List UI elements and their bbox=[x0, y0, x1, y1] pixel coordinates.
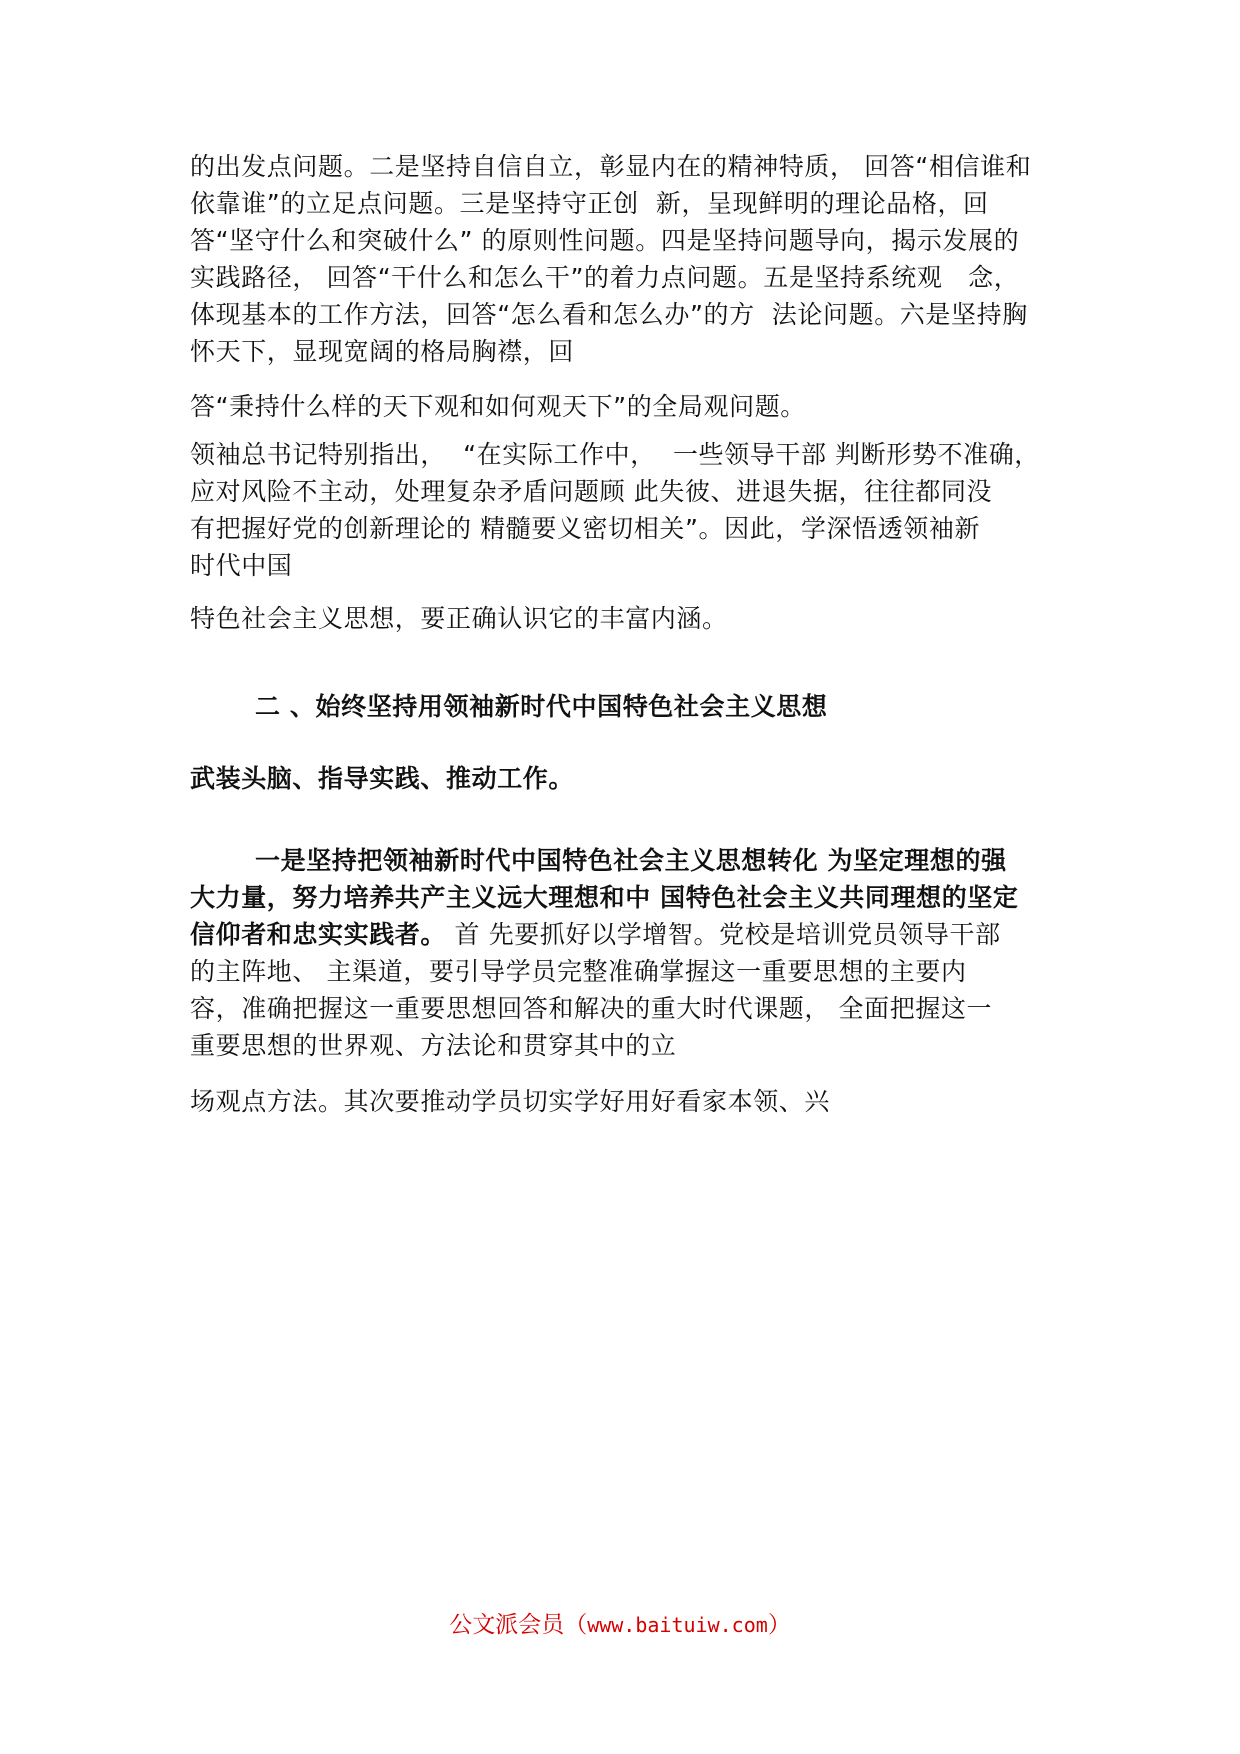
paragraph-line: 时代中国 bbox=[190, 551, 293, 580]
plain-continuation: 首 先要抓好以学增智。党校是培训党员领导干部 bbox=[446, 920, 1001, 949]
paragraph-line: 体现基本的工作方法，回答“怎么看和怎么办”的方 法论问题。六是坚持胸 bbox=[190, 300, 1028, 329]
paragraph-line: 应对风险不主动，处理复杂矛盾问题顾 此失彼、进退失据，往往都同没 bbox=[190, 477, 993, 506]
paragraph-line: 依靠谁”的立足点问题。三是坚持守正创 新，呈现鲜明的理论品格，回 bbox=[190, 189, 989, 218]
bold-lead-text: 信仰者和忠实实践者。 bbox=[190, 920, 447, 949]
footer-paren-open: （ bbox=[564, 1612, 588, 1638]
paragraph-line-bold: 一是坚持把领袖新时代中国特色社会主义思想转化 为坚定理想的强 bbox=[255, 846, 1007, 875]
paragraph-line: 容，准确把握这一重要思想回答和解决的重大时代课题， 全面把握这一 bbox=[190, 994, 993, 1023]
footer-name: 公文派会员 bbox=[449, 1612, 565, 1638]
footer-watermark bbox=[0, 1606, 1240, 1639]
paragraph-line-bold: 大力量，努力培养共产主义远大理想和中 国特色社会主义共同理想的坚定 bbox=[190, 883, 1019, 912]
paragraph-line: 有把握好党的创新理论的 精髓要义密切相关”。因此，学深悟透领袖新 bbox=[190, 514, 981, 543]
paragraph-line: 领袖总书记特别指出， “在实际工作中， 一些领导干部 判断形势不准确， bbox=[190, 440, 1040, 469]
paragraph-line: 场观点方法。其次要推动学员切实学好用好看家本领、兴 bbox=[190, 1087, 831, 1116]
paragraph-line: 重要思想的世界观、方法论和贯穿其中的立 bbox=[190, 1031, 677, 1060]
paragraph-line: 特色社会主义思想，要正确认识它的丰富内涵。 bbox=[190, 604, 728, 633]
footer-paren-close: ） bbox=[767, 1612, 791, 1638]
section-heading-continued: 武装头脑、指导实践、推动工作。 bbox=[190, 764, 575, 793]
paragraph-line-mixed bbox=[190, 920, 1001, 950]
paragraph-line: 怀天下，显现宽阔的格局胸襟，回 bbox=[190, 337, 575, 366]
paragraph-line: 答“坚守什么和突破什么” 的原则性问题。四是坚持问题导向，揭示发展的 bbox=[190, 226, 1020, 255]
paragraph-line: 的出发点问题。二是坚持自信自立，彰显内在的精神特质， 回答“相信谁和 bbox=[190, 152, 1032, 181]
paragraph-line: 的主阵地、 主渠道，要引导学员完整准确掌握这一重要思想的主要内 bbox=[190, 957, 967, 986]
footer-url-link[interactable]: www.baituiw.com bbox=[587, 1613, 768, 1637]
paragraph-line: 答“秉持什么样的天下观和如何观天下”的全局观问题。 bbox=[190, 392, 806, 421]
paragraph-line: 实践路径， 回答“干什么和怎么干”的着力点问题。五是坚持系统观 念， bbox=[190, 263, 1020, 292]
section-heading: 二 、始终坚持用领袖新时代中国特色社会主义思想 bbox=[255, 692, 828, 721]
